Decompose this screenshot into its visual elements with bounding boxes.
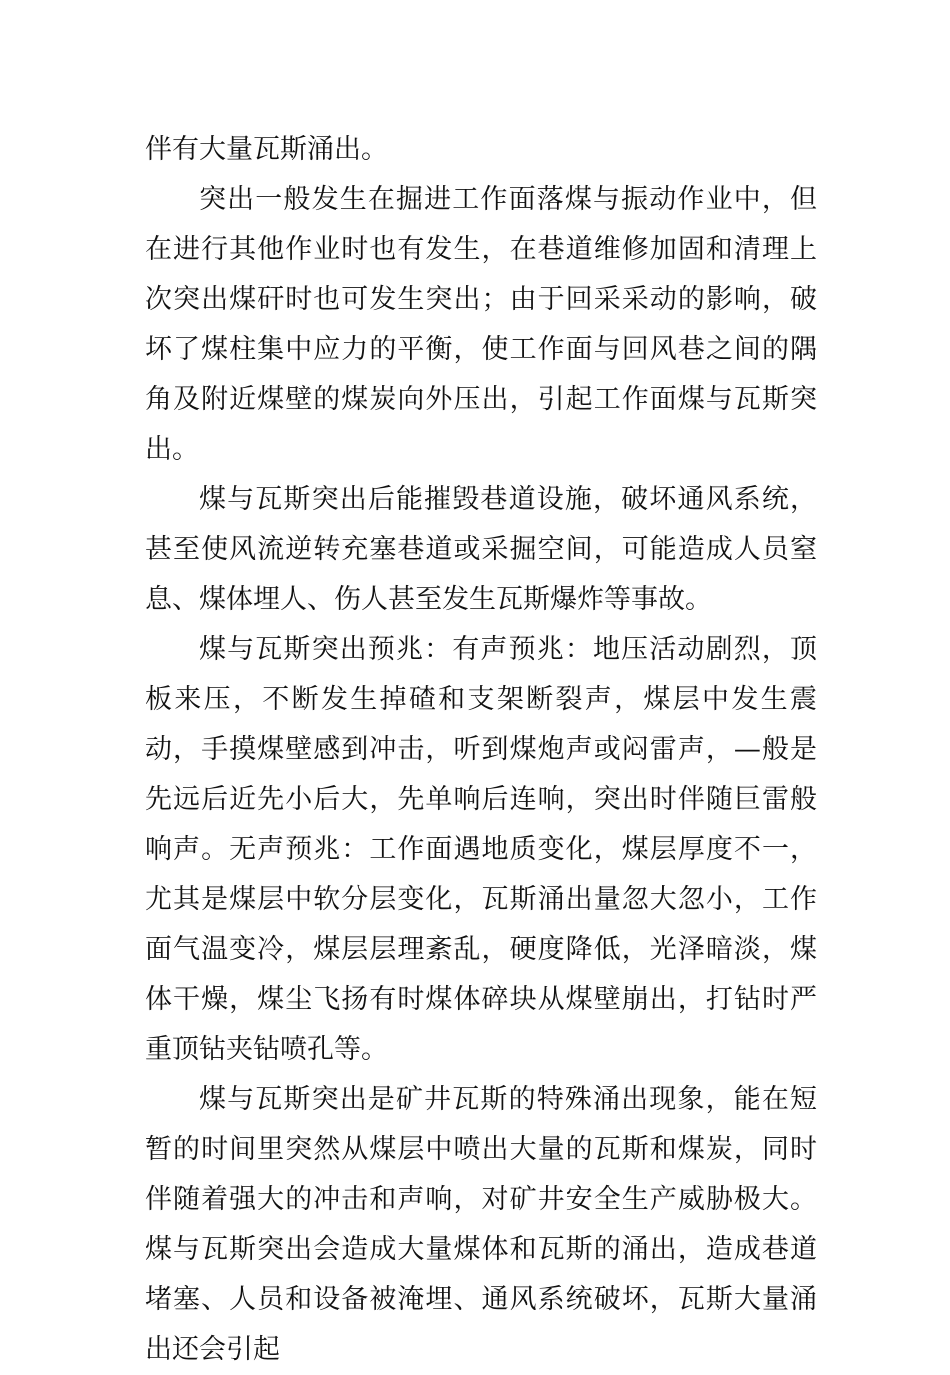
paragraph-outburst-occurrence: 突出一般发生在掘进工作面落煤与振动作业中，但在进行其他作业时也有发生，在巷道维修加固和清理上次突出煤矸时也可发生突出；由于回采采动的影响，破坏了煤柱集中应力的平衡，使工作面与回风巷之间的隅角及附近煤壁的煤炭向外压出，引起工作面煤与瓦斯突出。 — [145, 184, 817, 465]
paragraph-outburst-definition: 煤与瓦斯突出是矿井瓦斯的特殊涌出现象，能在短暂的时间里突然从煤层中喷出大量的瓦斯和煤炭，同时伴随着强大的冲击和声响，对矿井安全生产威胁极大。煤与瓦斯突出会造成大量煤体和瓦斯的涌出，造成巷道堵塞、人员和设备被淹埋、通风系统破坏，瓦斯大量涌出还会引起 — [145, 1084, 817, 1365]
paragraph-outburst-precursors: 煤与瓦斯突出预兆：有声预兆：地压活动剧烈，顶板来压，不断发生掉碴和支架断裂声，煤层中发生震动，手摸煤壁感到冲击，听到煤炮声或闷雷声，—般是先远后近先小后大，先单响后连响，突出时伴随巨雷般响声。无声预兆：工作面遇地质变化，煤层厚度不一，尤其是煤层中软分层变化，瓦斯涌出量忽大忽小，工作面气温变冷，煤层层理紊乱，硬度降低，光泽暗淡，煤体干燥，煤尘飞扬有时煤体碎块从煤壁崩出，打钻时严重顶钻夹钻喷孔等。 — [145, 634, 817, 1065]
document-body — [145, 125, 817, 1375]
paragraph-continuation: 伴有大量瓦斯涌出。 — [145, 134, 388, 165]
paragraph-outburst-consequences: 煤与瓦斯突出后能摧毁巷道设施，破坏通风系统，甚至使风流逆转充塞巷道或采掘空间，可能造成人员窒息、煤体埋人、伤人甚至发生瓦斯爆炸等事故。 — [145, 484, 817, 615]
